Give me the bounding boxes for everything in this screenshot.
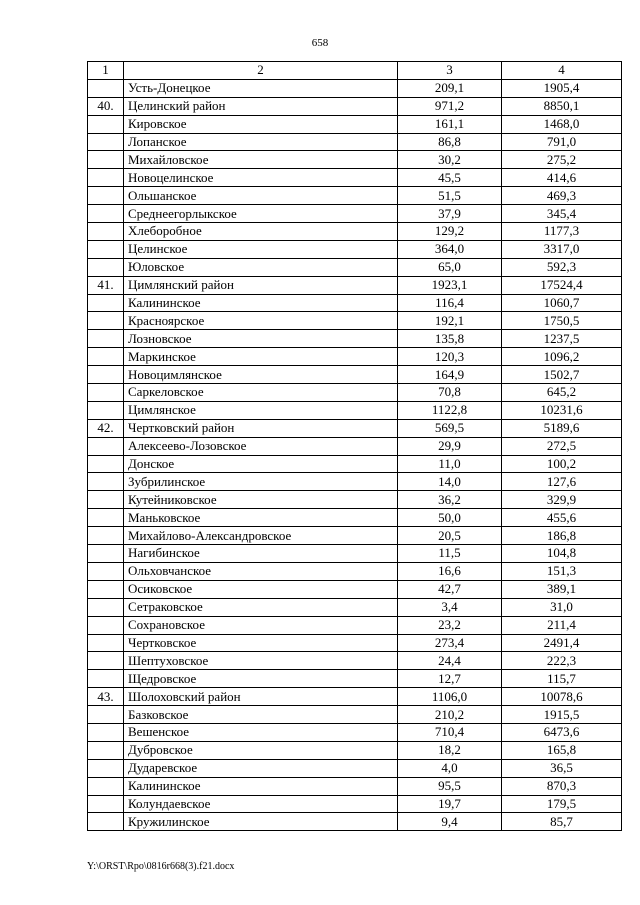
value-col3-cell: 129,2 (398, 223, 502, 241)
row-number-cell (88, 330, 124, 348)
row-number-cell (88, 223, 124, 241)
row-number-cell (88, 706, 124, 724)
table-row (88, 205, 622, 223)
value-col3-cell: 116,4 (398, 294, 502, 312)
row-number-cell (88, 491, 124, 509)
table-row (88, 723, 622, 741)
settlement-name-cell: Базковское (124, 706, 398, 724)
table-row (88, 97, 622, 115)
value-col3-cell: 20,5 (398, 527, 502, 545)
table-row (88, 527, 622, 545)
row-number-cell (88, 634, 124, 652)
value-col4-cell: 179,5 (502, 795, 622, 813)
value-col3-cell: 1923,1 (398, 276, 502, 294)
value-col4-cell: 5189,6 (502, 419, 622, 437)
value-col4-cell: 1915,5 (502, 706, 622, 724)
table-row (88, 79, 622, 97)
value-col4-cell: 870,3 (502, 777, 622, 795)
table-row (88, 706, 622, 724)
settlement-name-cell: Ольховчанское (124, 562, 398, 580)
row-number-cell: 40. (88, 97, 124, 115)
table-row (88, 187, 622, 205)
row-number-cell (88, 401, 124, 419)
row-number-cell (88, 240, 124, 258)
row-number-cell (88, 366, 124, 384)
value-col3-cell: 971,2 (398, 97, 502, 115)
settlement-name-cell: Ольшанское (124, 187, 398, 205)
settlement-name-cell: Дубровское (124, 741, 398, 759)
value-col4-cell: 1905,4 (502, 79, 622, 97)
row-number-cell: 41. (88, 276, 124, 294)
settlement-name-cell: Шолоховский район (124, 688, 398, 706)
value-col4-cell: 211,4 (502, 616, 622, 634)
value-col3-cell: 11,5 (398, 545, 502, 563)
header-col-1: 1 (88, 62, 124, 80)
row-number-cell (88, 437, 124, 455)
value-col3-cell: 16,6 (398, 562, 502, 580)
value-col3-cell: 164,9 (398, 366, 502, 384)
table-row (88, 330, 622, 348)
data-table (87, 61, 622, 831)
table-row (88, 366, 622, 384)
settlement-name-cell: Усть-Донецкое (124, 79, 398, 97)
value-col3-cell: 50,0 (398, 509, 502, 527)
value-col4-cell: 414,6 (502, 169, 622, 187)
value-col3-cell: 161,1 (398, 115, 502, 133)
row-number-cell (88, 598, 124, 616)
value-col3-cell: 209,1 (398, 79, 502, 97)
table-row (88, 115, 622, 133)
value-col4-cell: 1468,0 (502, 115, 622, 133)
settlement-name-cell: Маньковское (124, 509, 398, 527)
value-col3-cell: 273,4 (398, 634, 502, 652)
table-row (88, 258, 622, 276)
settlement-name-cell: Чертковский район (124, 419, 398, 437)
table-row (88, 598, 622, 616)
row-number-cell (88, 795, 124, 813)
table-row (88, 169, 622, 187)
table-row (88, 813, 622, 831)
row-number-cell (88, 312, 124, 330)
table-row (88, 795, 622, 813)
value-col4-cell: 36,5 (502, 759, 622, 777)
row-number-cell (88, 509, 124, 527)
row-number-cell (88, 652, 124, 670)
settlement-name-cell: Алексеево-Лозовское (124, 437, 398, 455)
value-col4-cell: 127,6 (502, 473, 622, 491)
footer-file-path: Y:\ORST\Rpo\0816r668(3).f21.docx (87, 861, 235, 872)
table-row (88, 634, 622, 652)
value-col3-cell: 18,2 (398, 741, 502, 759)
value-col4-cell: 345,4 (502, 205, 622, 223)
value-col4-cell: 791,0 (502, 133, 622, 151)
row-number-cell (88, 187, 124, 205)
settlement-name-cell: Маркинское (124, 348, 398, 366)
table-row (88, 545, 622, 563)
settlement-name-cell: Кружилинское (124, 813, 398, 831)
header-col-4: 4 (502, 62, 622, 80)
value-col3-cell: 70,8 (398, 384, 502, 402)
settlement-name-cell: Сетраковское (124, 598, 398, 616)
value-col4-cell: 645,2 (502, 384, 622, 402)
settlement-name-cell: Целинский район (124, 97, 398, 115)
settlement-name-cell: Среднеегорлыкское (124, 205, 398, 223)
row-number-cell (88, 79, 124, 97)
value-col3-cell: 14,0 (398, 473, 502, 491)
table-header-row (88, 62, 622, 80)
value-col4-cell: 3317,0 (502, 240, 622, 258)
value-col3-cell: 1106,0 (398, 688, 502, 706)
value-col4-cell: 592,3 (502, 258, 622, 276)
value-col3-cell: 24,4 (398, 652, 502, 670)
value-col4-cell: 100,2 (502, 455, 622, 473)
settlement-name-cell: Лопанское (124, 133, 398, 151)
value-col4-cell: 10231,6 (502, 401, 622, 419)
value-col3-cell: 135,8 (398, 330, 502, 348)
value-col3-cell: 11,0 (398, 455, 502, 473)
value-col3-cell: 210,2 (398, 706, 502, 724)
row-number-cell (88, 115, 124, 133)
table-row (88, 437, 622, 455)
value-col3-cell: 3,4 (398, 598, 502, 616)
value-col4-cell: 275,2 (502, 151, 622, 169)
settlement-name-cell: Кировское (124, 115, 398, 133)
value-col3-cell: 23,2 (398, 616, 502, 634)
row-number-cell (88, 169, 124, 187)
row-number-cell (88, 670, 124, 688)
settlement-name-cell: Нагибинское (124, 545, 398, 563)
row-number-cell (88, 562, 124, 580)
value-col4-cell: 469,3 (502, 187, 622, 205)
row-number-cell (88, 473, 124, 491)
value-col3-cell: 192,1 (398, 312, 502, 330)
value-col4-cell: 1177,3 (502, 223, 622, 241)
value-col3-cell: 65,0 (398, 258, 502, 276)
table-row (88, 777, 622, 795)
value-col4-cell: 186,8 (502, 527, 622, 545)
value-col3-cell: 36,2 (398, 491, 502, 509)
row-number-cell (88, 813, 124, 831)
row-number-cell (88, 348, 124, 366)
value-col4-cell: 1750,5 (502, 312, 622, 330)
value-col3-cell: 120,3 (398, 348, 502, 366)
value-col3-cell: 19,7 (398, 795, 502, 813)
settlement-name-cell: Юловское (124, 258, 398, 276)
row-number-cell (88, 723, 124, 741)
value-col3-cell: 29,9 (398, 437, 502, 455)
row-number-cell (88, 580, 124, 598)
settlement-name-cell: Вешенское (124, 723, 398, 741)
settlement-name-cell: Шептуховское (124, 652, 398, 670)
value-col3-cell: 30,2 (398, 151, 502, 169)
table-row (88, 133, 622, 151)
value-col4-cell: 389,1 (502, 580, 622, 598)
table-row (88, 240, 622, 258)
value-col4-cell: 1096,2 (502, 348, 622, 366)
table-row (88, 384, 622, 402)
value-col3-cell: 12,7 (398, 670, 502, 688)
value-col3-cell: 9,4 (398, 813, 502, 831)
value-col3-cell: 51,5 (398, 187, 502, 205)
value-col4-cell: 104,8 (502, 545, 622, 563)
row-number-cell (88, 258, 124, 276)
value-col3-cell: 4,0 (398, 759, 502, 777)
value-col4-cell: 222,3 (502, 652, 622, 670)
table-row (88, 473, 622, 491)
value-col4-cell: 8850,1 (502, 97, 622, 115)
row-number-cell (88, 384, 124, 402)
settlement-name-cell: Чертковское (124, 634, 398, 652)
settlement-name-cell: Цимлянский район (124, 276, 398, 294)
value-col4-cell: 115,7 (502, 670, 622, 688)
settlement-name-cell: Сохрановское (124, 616, 398, 634)
table-row (88, 741, 622, 759)
header-col-3: 3 (398, 62, 502, 80)
row-number-cell: 42. (88, 419, 124, 437)
table-row (88, 276, 622, 294)
value-col4-cell: 10078,6 (502, 688, 622, 706)
value-col4-cell: 151,3 (502, 562, 622, 580)
page-number: 658 (311, 37, 329, 49)
value-col4-cell: 1237,5 (502, 330, 622, 348)
settlement-name-cell: Донское (124, 455, 398, 473)
settlement-name-cell: Новоцелинское (124, 169, 398, 187)
settlement-name-cell: Хлеборобное (124, 223, 398, 241)
value-col3-cell: 37,9 (398, 205, 502, 223)
value-col4-cell: 455,6 (502, 509, 622, 527)
settlement-name-cell: Зубрилинское (124, 473, 398, 491)
settlement-name-cell: Кутейниковское (124, 491, 398, 509)
settlement-name-cell: Цимлянское (124, 401, 398, 419)
row-number-cell (88, 205, 124, 223)
value-col4-cell: 6473,6 (502, 723, 622, 741)
table-row (88, 562, 622, 580)
row-number-cell (88, 455, 124, 473)
settlement-name-cell: Целинское (124, 240, 398, 258)
settlement-name-cell: Михайлово-Александровское (124, 527, 398, 545)
row-number-cell (88, 133, 124, 151)
table-row (88, 491, 622, 509)
row-number-cell (88, 545, 124, 563)
settlement-name-cell: Новоцимлянское (124, 366, 398, 384)
value-col4-cell: 165,8 (502, 741, 622, 759)
table-row (88, 401, 622, 419)
row-number-cell (88, 616, 124, 634)
value-col4-cell: 2491,4 (502, 634, 622, 652)
row-number-cell (88, 527, 124, 545)
table-row (88, 670, 622, 688)
value-col3-cell: 45,5 (398, 169, 502, 187)
table-row (88, 223, 622, 241)
table-row (88, 294, 622, 312)
value-col4-cell: 1060,7 (502, 294, 622, 312)
value-col4-cell: 85,7 (502, 813, 622, 831)
settlement-name-cell: Щедровское (124, 670, 398, 688)
settlement-name-cell: Калининское (124, 777, 398, 795)
table-row (88, 509, 622, 527)
settlement-name-cell: Лозновское (124, 330, 398, 348)
settlement-name-cell: Красноярское (124, 312, 398, 330)
settlement-name-cell: Дударевское (124, 759, 398, 777)
table-row (88, 312, 622, 330)
value-col3-cell: 364,0 (398, 240, 502, 258)
value-col4-cell: 272,5 (502, 437, 622, 455)
value-col4-cell: 17524,4 (502, 276, 622, 294)
settlement-name-cell: Михайловское (124, 151, 398, 169)
value-col4-cell: 1502,7 (502, 366, 622, 384)
row-number-cell (88, 759, 124, 777)
table-row (88, 759, 622, 777)
table-row (88, 616, 622, 634)
table-row (88, 652, 622, 670)
settlement-name-cell: Осиковское (124, 580, 398, 598)
row-number-cell: 43. (88, 688, 124, 706)
value-col3-cell: 710,4 (398, 723, 502, 741)
table-row (88, 151, 622, 169)
value-col4-cell: 329,9 (502, 491, 622, 509)
value-col4-cell: 31,0 (502, 598, 622, 616)
header-col-2: 2 (124, 62, 398, 80)
value-col3-cell: 95,5 (398, 777, 502, 795)
table-row (88, 455, 622, 473)
value-col3-cell: 86,8 (398, 133, 502, 151)
table-row (88, 419, 622, 437)
settlement-name-cell: Калининское (124, 294, 398, 312)
value-col3-cell: 42,7 (398, 580, 502, 598)
row-number-cell (88, 151, 124, 169)
settlement-name-cell: Саркеловское (124, 384, 398, 402)
table-row (88, 688, 622, 706)
table-body (88, 79, 622, 830)
table-row (88, 580, 622, 598)
table-row (88, 348, 622, 366)
settlement-name-cell: Колундаевское (124, 795, 398, 813)
row-number-cell (88, 741, 124, 759)
row-number-cell (88, 777, 124, 795)
value-col3-cell: 569,5 (398, 419, 502, 437)
value-col3-cell: 1122,8 (398, 401, 502, 419)
row-number-cell (88, 294, 124, 312)
